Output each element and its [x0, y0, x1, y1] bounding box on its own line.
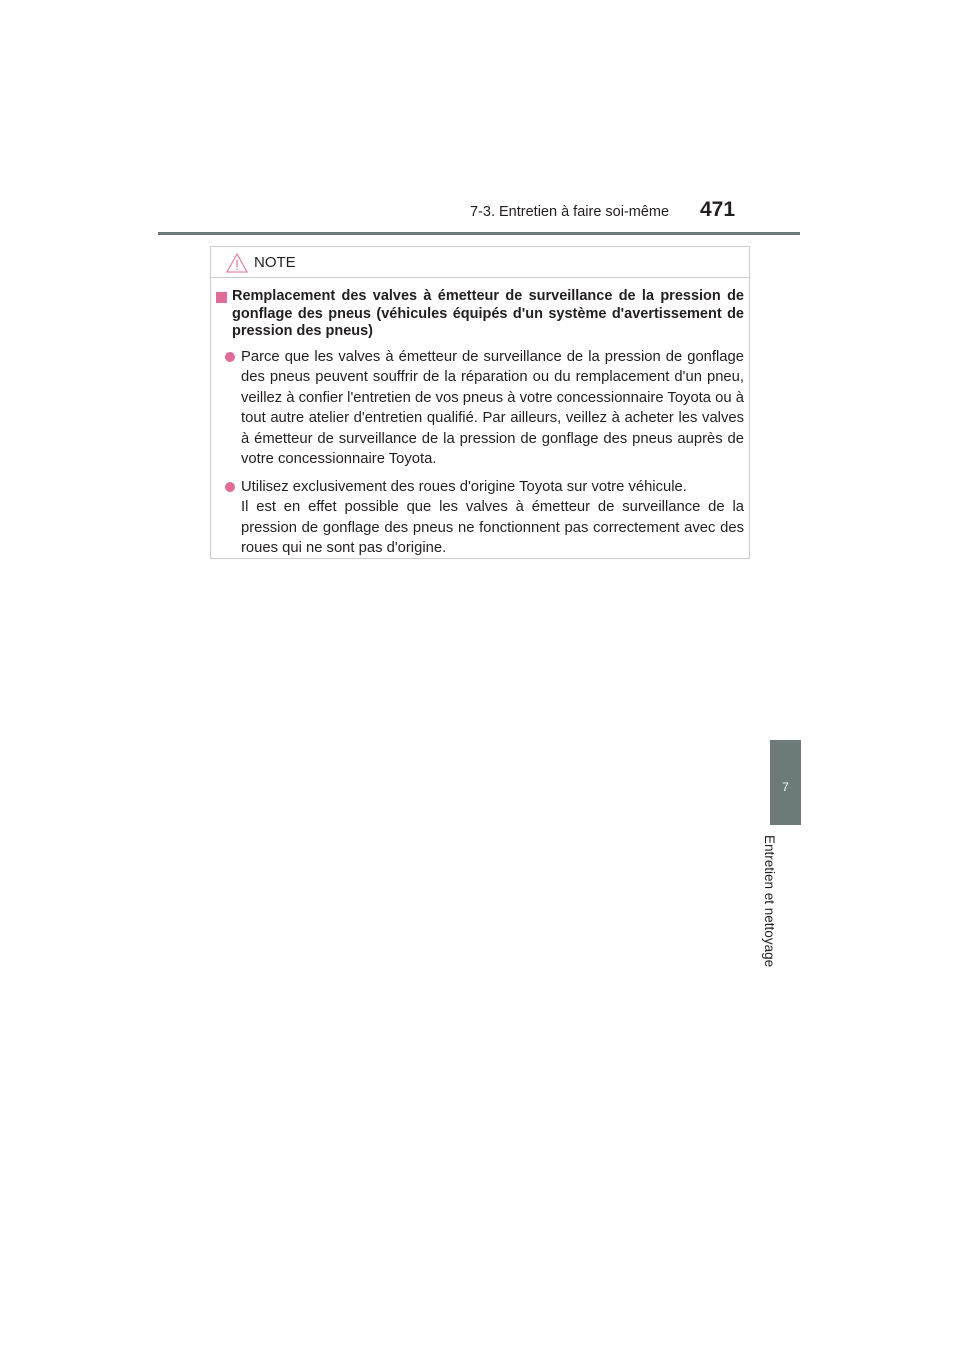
list-item-text: Parce que les valves à émetteur de surveillance de la pression de gonflage des pneus peuvent souffrir de la réparation ou du remplacement d'un pneu, veillez à confier l'entretien de vos pneus à votre concessionnaire Toyota ou à tout autre atelier d'entretien qualifié. Par ailleurs, veillez à acheter les valves à émetteur de surveillance de la pression de gonflage des pneus auprès de votre concessionnaire Toyota. [241, 348, 744, 467]
note-heading [216, 288, 744, 341]
warning-triangle-icon [226, 253, 248, 273]
bullet-icon [225, 352, 235, 362]
section-title: 7-3. Entretien à faire soi-même [470, 204, 670, 220]
note-header [211, 247, 749, 278]
list-item [225, 347, 744, 470]
header-rule [158, 232, 800, 235]
note-label: NOTE [254, 254, 296, 271]
chapter-tab [770, 740, 801, 825]
bullet-icon [225, 482, 235, 492]
square-bullet-icon [216, 292, 227, 303]
chapter-number: 7 [782, 780, 789, 794]
list-item-text: Utilisez exclusivement des roues d'origine Toyota sur votre véhicule. Il est en effet possible que les valves à émetteur de surveillance de la pression de gonflage des pneus ne fonctionnent pas correctement avec des roues qui ne sont pas d'origine. [241, 478, 744, 556]
list-item [225, 477, 744, 559]
note-heading-text: Remplacement des valves à émetteur de surveillance de la pression de gonflage des pneus (véhicules équipés d'un système d'avertissement de pression des pneus) [232, 288, 744, 339]
note-body [216, 288, 744, 559]
note-box [210, 246, 750, 559]
chapter-label: Entretien et nettoyage [762, 835, 777, 968]
page-number: 471 [700, 198, 736, 221]
